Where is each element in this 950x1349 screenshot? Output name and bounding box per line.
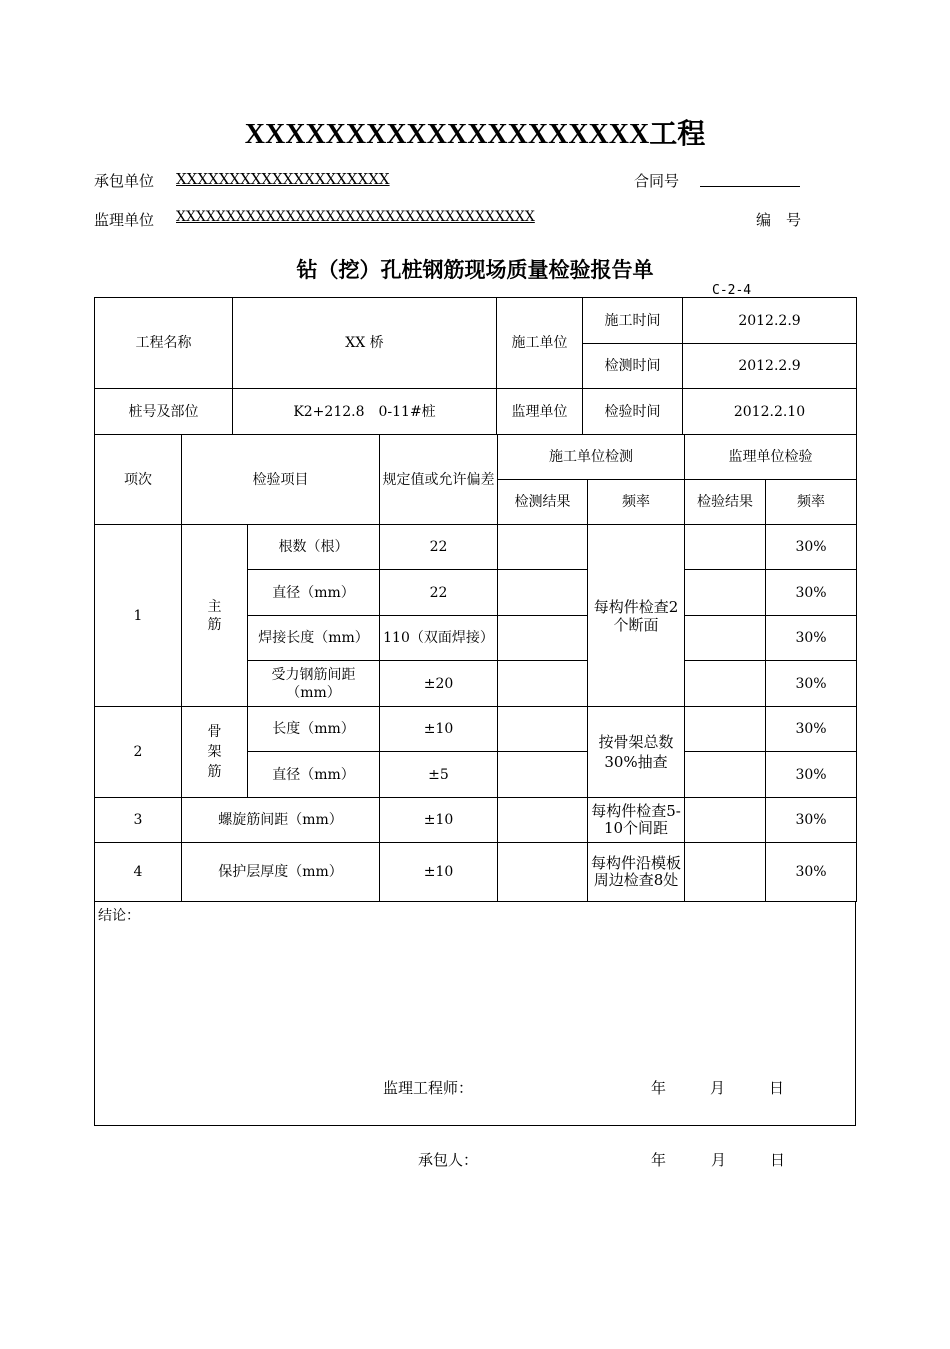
construction-time-value: 2012.2.9 <box>683 298 857 344</box>
row4-item: 受力钢筋间距（mm） <box>248 661 380 707</box>
row2-result[interactable] <box>498 570 588 616</box>
project-title: XXXXXXXXXXXXXXXXXXXX工程 <box>244 119 706 150</box>
row3-freq2: 30% <box>766 616 857 661</box>
info-table <box>94 297 857 435</box>
row7-no: 3 <box>95 798 182 843</box>
row8-freq: 每构件沿模板周边检查8处 <box>588 843 685 902</box>
test-time-label: 检测时间 <box>583 344 683 389</box>
engineer-year: 年 <box>651 1079 667 1097</box>
row6-result[interactable] <box>498 752 588 798</box>
engineer-label: 监理工程师： <box>383 1079 474 1097</box>
serial-label: 编 号 <box>756 211 802 229</box>
row6-inspect[interactable] <box>685 752 766 798</box>
header-frequency: 频率 <box>588 480 685 525</box>
row6-item: 直径（mm） <box>248 752 380 798</box>
contractor-month: 月 <box>711 1151 727 1169</box>
group2-freq: 按骨架总数30%抽查 <box>588 707 685 798</box>
row1-freq2: 30% <box>766 525 857 570</box>
row7-item: 螺旋筋间距（mm） <box>182 798 380 843</box>
row5-result[interactable] <box>498 707 588 752</box>
test-time-value: 2012.2.9 <box>683 344 857 389</box>
row4-freq2: 30% <box>766 661 857 707</box>
engineer-month: 月 <box>710 1079 726 1097</box>
form-code: C-2-4 <box>712 283 752 298</box>
contract-no-label: 合同号 <box>634 172 680 190</box>
header-inspect-result: 检验结果 <box>685 480 766 525</box>
supervision-unit-label: 监理单位 <box>497 389 583 435</box>
engineer-day: 日 <box>769 1079 785 1097</box>
row7-spec: ±10 <box>380 798 498 843</box>
project-name-label: 工程名称 <box>95 298 233 389</box>
contractor-year: 年 <box>651 1151 667 1169</box>
row8-result[interactable] <box>498 843 588 902</box>
supervisor-value: XXXXXXXXXXXXXXXXXXXXXXXXXXXXXXXXXXXX <box>176 209 535 225</box>
form-title: 钻（挖）孔桩钢筋现场质量检验报告单 <box>296 258 654 282</box>
row5-spec: ±10 <box>380 707 498 752</box>
row2-freq2: 30% <box>766 570 857 616</box>
row8-item: 保护层厚度（mm） <box>182 843 380 902</box>
header-supervisor-check: 监理单位检验 <box>685 435 857 480</box>
row6-spec: ±5 <box>380 752 498 798</box>
conclusion-label: 结论： <box>98 908 140 924</box>
row4-result[interactable] <box>498 661 588 707</box>
construction-unit-label: 施工单位 <box>497 298 583 389</box>
inspection-table <box>94 434 857 902</box>
header-test-result: 检测结果 <box>498 480 588 525</box>
conclusion-box[interactable] <box>94 901 856 1126</box>
row3-inspect[interactable] <box>685 616 766 661</box>
header-contractor-check: 施工单位检测 <box>498 435 685 480</box>
row4-inspect[interactable] <box>685 661 766 707</box>
row8-freq2: 30% <box>766 843 857 902</box>
row1-result[interactable] <box>498 525 588 570</box>
row7-result[interactable] <box>498 798 588 843</box>
row1-item: 根数（根） <box>248 525 380 570</box>
group1-no: 1 <box>95 525 182 707</box>
row4-spec: ±20 <box>380 661 498 707</box>
row7-inspect[interactable] <box>685 798 766 843</box>
row8-no: 4 <box>95 843 182 902</box>
header-item: 检验项目 <box>182 435 380 525</box>
header-frequency2: 频率 <box>766 480 857 525</box>
inspection-time-label: 检验时间 <box>583 389 683 435</box>
row7-freq2: 30% <box>766 798 857 843</box>
group2-no: 2 <box>95 707 182 798</box>
row1-spec: 22 <box>380 525 498 570</box>
contractor-sign-label: 承包人： <box>418 1151 479 1169</box>
row3-result[interactable] <box>498 616 588 661</box>
row3-spec: 110（双面焊接） <box>380 616 498 661</box>
row7-freq: 每构件检查5-10个间距 <box>588 798 685 843</box>
row5-inspect[interactable] <box>685 707 766 752</box>
row1-inspect[interactable] <box>685 525 766 570</box>
contract-no-blank <box>700 170 800 187</box>
row5-item: 长度（mm） <box>248 707 380 752</box>
row3-item: 焊接长度（mm） <box>248 616 380 661</box>
row8-inspect[interactable] <box>685 843 766 902</box>
contractor-label: 承包单位 <box>94 172 155 190</box>
row5-freq2: 30% <box>766 707 857 752</box>
group2-name: 骨架筋 <box>182 707 248 798</box>
group1-name: 主筋 <box>182 525 248 707</box>
project-name-value: XX 桥 <box>233 298 497 389</box>
construction-time-label: 施工时间 <box>583 298 683 344</box>
pile-label: 桩号及部位 <box>95 389 233 435</box>
row8-spec: ±10 <box>380 843 498 902</box>
header-spec: 规定值或允许偏差 <box>380 435 498 525</box>
row2-spec: 22 <box>380 570 498 616</box>
pile-value: K2+212.8 0-11#桩 <box>233 389 497 435</box>
supervisor-label: 监理单位 <box>94 211 155 229</box>
row2-inspect[interactable] <box>685 570 766 616</box>
header-item-no: 项次 <box>95 435 182 525</box>
row2-item: 直径（mm） <box>248 570 380 616</box>
row6-freq2: 30% <box>766 752 857 798</box>
contractor-value: XXXXXXXXXXXXXXXXXXXX <box>176 170 390 188</box>
inspection-time-value: 2012.2.10 <box>683 389 857 435</box>
group1-freq: 每构件检查2个断面 <box>588 525 685 707</box>
contractor-day: 日 <box>770 1151 786 1169</box>
